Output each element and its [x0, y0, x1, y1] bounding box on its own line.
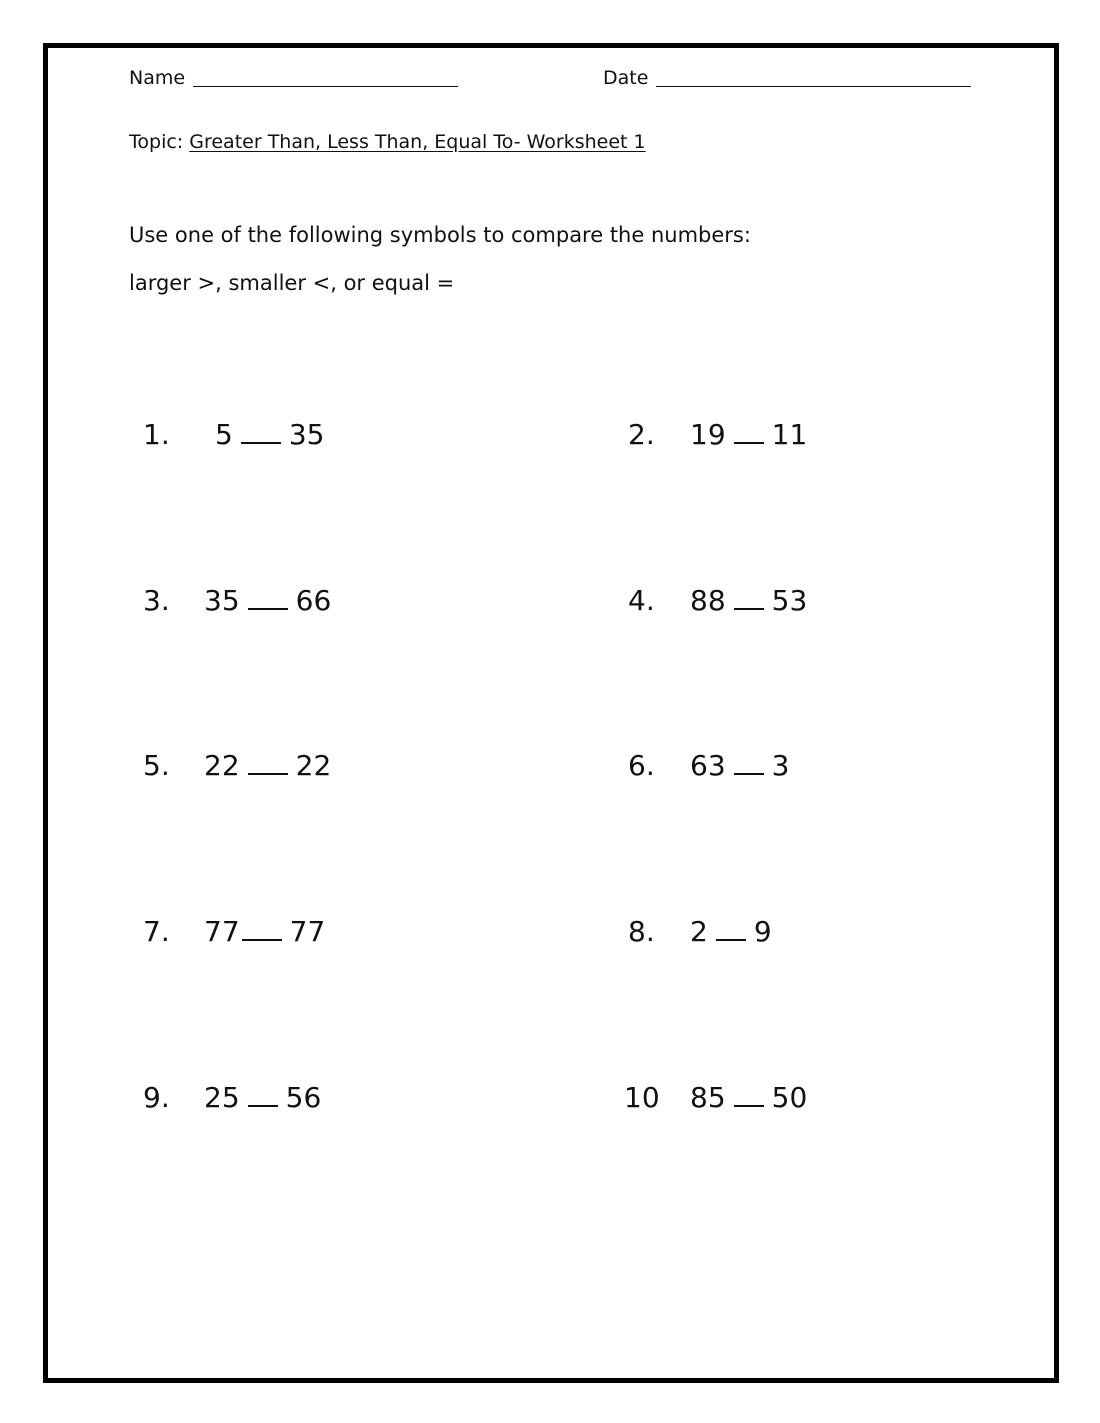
- answer-blank[interactable]: [734, 420, 764, 444]
- left-number: 25: [204, 1081, 240, 1114]
- date-label: Date: [603, 67, 649, 89]
- problem-expression: [690, 915, 772, 949]
- topic-line: [129, 130, 646, 154]
- problem-number: 3.: [143, 584, 170, 617]
- name-label: Name: [129, 67, 186, 89]
- left-number: 88: [690, 584, 726, 617]
- problem-expression: [215, 418, 324, 452]
- problem-expression: [204, 915, 325, 949]
- topic-label: Topic:: [129, 131, 184, 153]
- problem-number: 8.: [628, 915, 655, 948]
- topic-value: Greater Than, Less Than, Equal To- Worksheet 1: [189, 131, 646, 153]
- answer-blank[interactable]: [248, 1083, 278, 1107]
- left-number: 85: [690, 1081, 726, 1114]
- instruction-line-1: Use one of the following symbols to compare the numbers:: [129, 223, 751, 247]
- answer-blank[interactable]: [248, 586, 288, 610]
- problem-expression: [690, 749, 789, 783]
- right-number: 53: [771, 584, 808, 617]
- name-field[interactable]: [193, 86, 458, 87]
- answer-blank[interactable]: [248, 751, 288, 775]
- problem-expression: [204, 749, 331, 783]
- answer-blank[interactable]: [241, 420, 281, 444]
- problem-expression: [690, 584, 807, 618]
- instruction-line-2: larger >, smaller <, or equal =: [129, 271, 455, 295]
- right-number: 56: [285, 1081, 322, 1114]
- problem-number: 5.: [143, 749, 170, 782]
- left-number: 35: [204, 584, 240, 617]
- problem-expression: [690, 418, 807, 452]
- right-number: 35: [288, 418, 325, 451]
- problem-number: 2.: [628, 418, 655, 451]
- answer-blank[interactable]: [734, 751, 764, 775]
- date-field[interactable]: [656, 86, 971, 87]
- right-number: 66: [295, 584, 332, 617]
- problem-number: 10: [624, 1081, 660, 1114]
- answer-blank[interactable]: [734, 1083, 764, 1107]
- left-number: 5: [215, 418, 233, 451]
- right-number: 22: [295, 749, 332, 782]
- answer-blank[interactable]: [242, 917, 282, 941]
- right-number: 3: [771, 749, 790, 782]
- right-number: 11: [771, 418, 808, 451]
- left-number: 77: [204, 915, 240, 948]
- problem-expression: [690, 1081, 807, 1115]
- left-number: 22: [204, 749, 240, 782]
- right-number: 9: [753, 915, 772, 948]
- answer-blank[interactable]: [716, 917, 746, 941]
- answer-blank[interactable]: [734, 586, 764, 610]
- right-number: 50: [771, 1081, 808, 1114]
- right-number: 77: [289, 915, 326, 948]
- problem-number: 6.: [628, 749, 655, 782]
- left-number: 19: [690, 418, 726, 451]
- left-number: 2: [690, 915, 708, 948]
- problem-number: 9.: [143, 1081, 170, 1114]
- problem-expression: [204, 584, 331, 618]
- left-number: 63: [690, 749, 726, 782]
- problem-number: 7.: [143, 915, 170, 948]
- problem-number: 4.: [628, 584, 655, 617]
- problem-expression: [204, 1081, 321, 1115]
- problem-number: 1.: [143, 418, 170, 451]
